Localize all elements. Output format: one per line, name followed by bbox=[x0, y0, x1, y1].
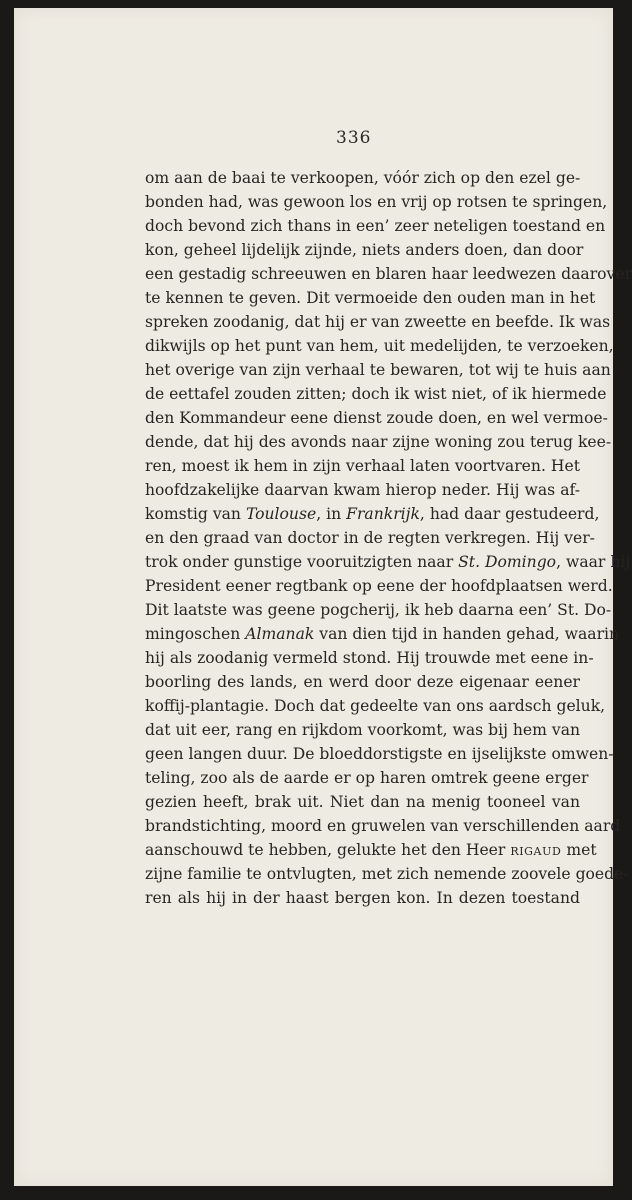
text-line: ren als hij in der haast bergen kon. In dezen toestand bbox=[145, 889, 580, 907]
text-line: Dit laatste was geene pogcherij, ik heb daarna een’ St. Do- bbox=[145, 601, 612, 619]
body-text bbox=[145, 166, 632, 910]
small-caps-name: rigaud bbox=[510, 841, 562, 859]
text-line bbox=[145, 550, 631, 574]
text-line: gezien heeft, brak uit. Niet dan na menig tooneel van bbox=[145, 793, 580, 811]
text-line: President eener regtbank op eene der hoofdplaatsen werd. bbox=[145, 577, 613, 595]
text-line: een gestadig schreeuwen en blaren haar leedwezen daarover bbox=[145, 265, 632, 283]
italic-title: Almanak bbox=[245, 625, 315, 643]
italic-place-name: St. Domingo bbox=[458, 553, 557, 571]
page-number: 336 bbox=[336, 128, 372, 148]
text-segment: met bbox=[561, 841, 597, 859]
text-segment: aanschouwd te hebben, gelukte het den Heer bbox=[145, 841, 511, 859]
text-line: brandstichting, moord en gruwelen van verschillenden aard bbox=[145, 817, 621, 835]
text-line: dende, dat hij des avonds naar zijne woning zou terug kee- bbox=[145, 433, 612, 451]
text-segment: , waar hij bbox=[556, 553, 631, 571]
text-line: hij als zoodanig vermeld stond. Hij trouwde met eene in- bbox=[145, 649, 594, 667]
text-line: de eettafel zouden zitten; doch ik wist niet, of ik hiermede bbox=[145, 385, 607, 403]
text-line: het overige van zijn verhaal te bewaren, tot wij te huis aan bbox=[145, 361, 611, 379]
text-line: bonden had, was gewoon los en vrij op rotsen te springen, bbox=[145, 193, 608, 211]
text-segment: , in bbox=[316, 505, 347, 523]
italic-place-name: Frankrijk bbox=[346, 505, 420, 523]
text-line: kon, geheel lijdelijk zijnde, niets anders doen, dan door bbox=[145, 241, 584, 259]
text-segment: mingoschen bbox=[145, 625, 246, 643]
text-segment: komstig van bbox=[145, 505, 246, 523]
text-segment: van dien tijd in handen gehad, waarin bbox=[314, 625, 620, 643]
text-line bbox=[145, 622, 620, 646]
text-line: doch bevond zich thans in een’ zeer neteligen toestand en bbox=[145, 217, 606, 235]
text-line: spreken zoodanig, dat hij er van zweette en beefde. Ik was bbox=[145, 313, 611, 331]
text-line: hoofdzakelijke daarvan kwam hierop neder. Hij was af- bbox=[145, 481, 580, 499]
text-line: te kennen te geven. Dit vermoeide den ouden man in het bbox=[145, 289, 596, 307]
book-page bbox=[14, 8, 632, 1186]
text-line: geen langen duur. De bloeddorstigste en ijselijkste omwen- bbox=[145, 745, 614, 763]
text-line: ren, moest ik hem in zijn verhaal laten voortvaren. Het bbox=[145, 457, 580, 475]
text-line: teling, zoo als de aarde er op haren omtrek geene erger bbox=[145, 769, 589, 787]
text-line: om aan de baai te verkoopen, vóór zich op den ezel ge- bbox=[145, 169, 581, 187]
text-line: boorling des lands, en werd door deze eigenaar eener bbox=[145, 673, 580, 691]
text-line: en den graad van doctor in de regten verkregen. Hij ver- bbox=[145, 529, 595, 547]
text-line: koffij-plantagie. Doch dat gedeelte van ons aardsch geluk, bbox=[145, 697, 606, 715]
italic-place-name: Toulouse bbox=[245, 505, 317, 523]
text-line: dikwijls op het punt van hem, uit medelijden, te verzoeken, bbox=[145, 337, 614, 355]
text-line: dat uit eer, rang en rijkdom voorkomt, was bij hem van bbox=[145, 721, 581, 739]
text-segment: trok onder gunstige vooruitzigten naar bbox=[145, 553, 459, 571]
text-line bbox=[145, 838, 597, 862]
text-line: zijne familie te ontvlugten, met zich nemende zoovele goede- bbox=[145, 865, 629, 883]
text-line bbox=[145, 502, 600, 526]
text-line: den Kommandeur eene dienst zoude doen, en wel vermoe- bbox=[145, 409, 608, 427]
text-segment: , had daar gestudeerd, bbox=[419, 505, 600, 523]
